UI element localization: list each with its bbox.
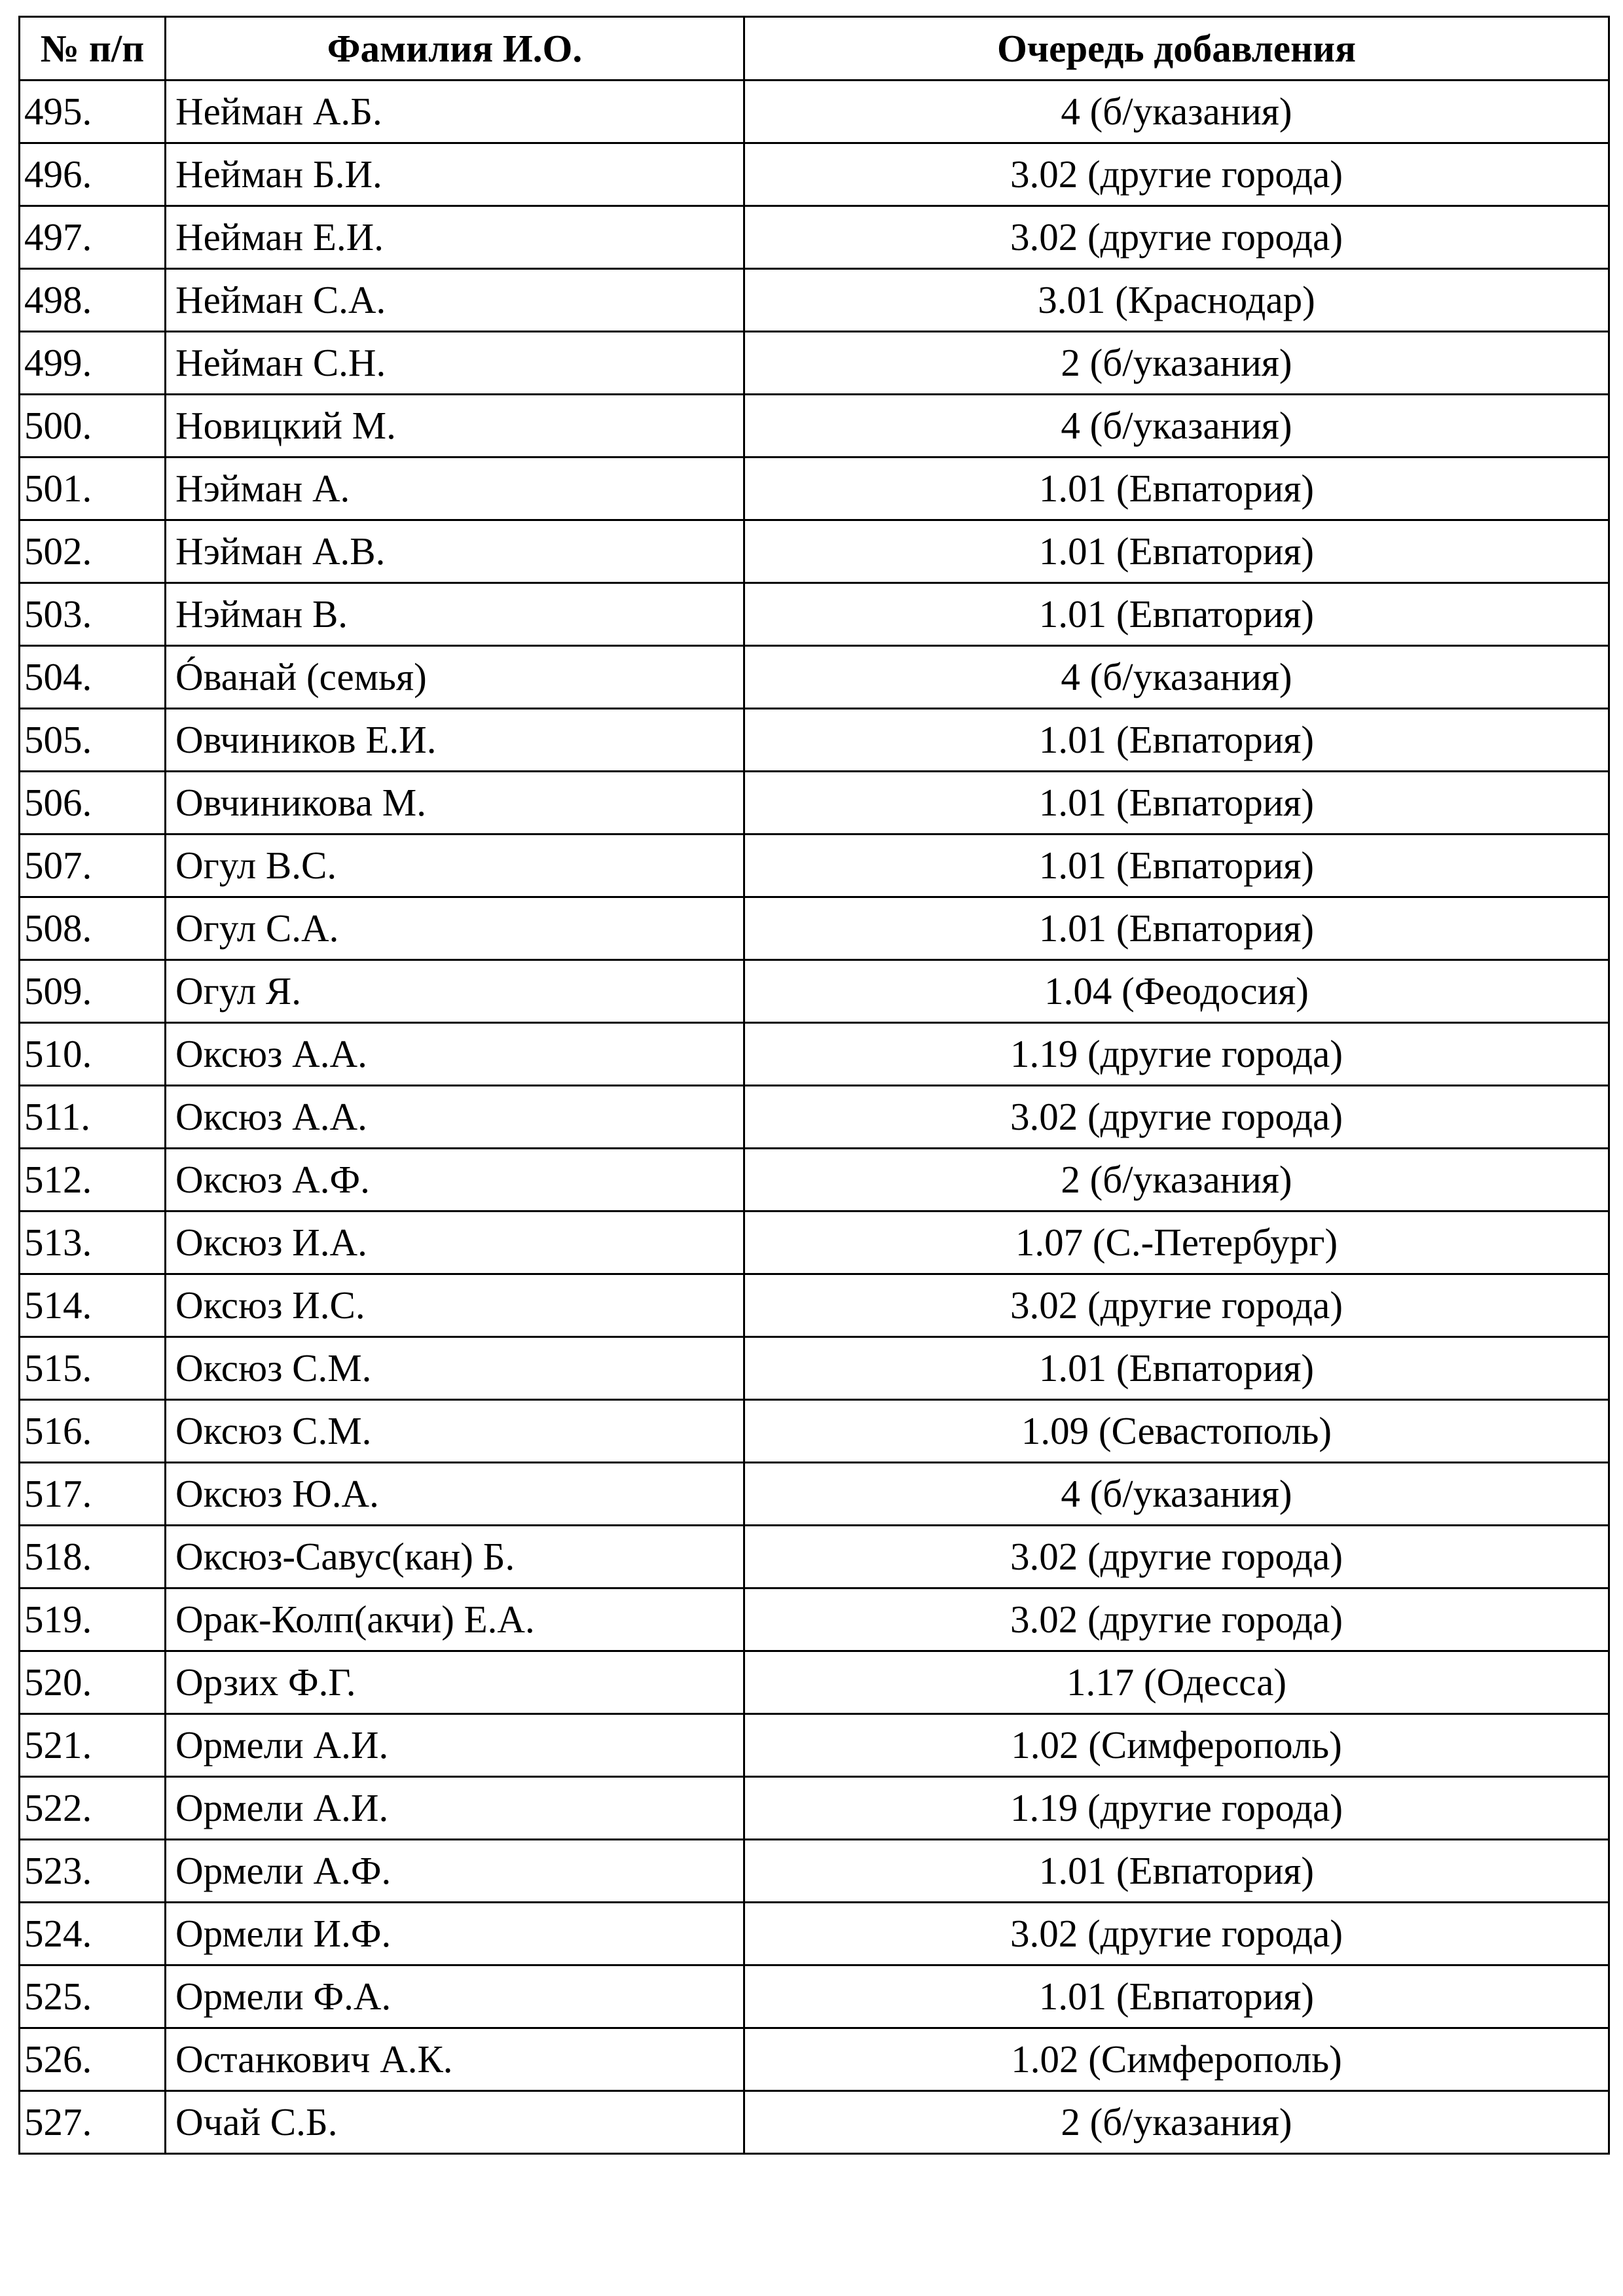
row-number-cell: 517.: [20, 1463, 166, 1526]
table-row: [20, 1965, 1609, 2028]
row-number-cell: 519.: [20, 1588, 166, 1651]
row-name-cell: Ормели А.И.: [166, 1714, 744, 1777]
table-row: [20, 646, 1609, 709]
table-row: [20, 143, 1609, 206]
row-number-cell: 507.: [20, 834, 166, 897]
row-queue-cell: 4 (б/указания): [744, 1463, 1609, 1526]
table-row: [20, 2091, 1609, 2154]
row-name-cell: Нэйман А.В.: [166, 520, 744, 583]
row-queue-cell: 1.17 (Одесса): [744, 1651, 1609, 1714]
row-number-cell: 523.: [20, 1840, 166, 1903]
row-queue-cell: 1.02 (Симферополь): [744, 1714, 1609, 1777]
table-row: [20, 81, 1609, 143]
header-name: Фамилия И.О.: [166, 17, 744, 81]
row-name-cell: Орак-Колп(акчи) Е.А.: [166, 1588, 744, 1651]
row-queue-cell: 1.01 (Евпатория): [744, 457, 1609, 520]
table-row: [20, 583, 1609, 646]
table-row: [20, 772, 1609, 834]
queue-table: [18, 16, 1610, 2155]
row-queue-cell: 4 (б/указания): [744, 646, 1609, 709]
row-name-cell: Останкович А.К.: [166, 2028, 744, 2091]
table-row: [20, 897, 1609, 960]
table-row: [20, 457, 1609, 520]
row-queue-cell: 2 (б/указания): [744, 1149, 1609, 1211]
row-name-cell: Оксюз А.Ф.: [166, 1149, 744, 1211]
table-row: [20, 1274, 1609, 1337]
row-queue-cell: 3.02 (другие города): [744, 1086, 1609, 1149]
row-queue-cell: 3.01 (Краснодар): [744, 269, 1609, 332]
table-row: [20, 709, 1609, 772]
table-row: [20, 332, 1609, 395]
row-name-cell: Ормели А.Ф.: [166, 1840, 744, 1903]
table-row: [20, 206, 1609, 269]
row-number-cell: 522.: [20, 1777, 166, 1840]
row-name-cell: Огул В.С.: [166, 834, 744, 897]
row-number-cell: 520.: [20, 1651, 166, 1714]
row-number-cell: 518.: [20, 1526, 166, 1588]
table-row: [20, 1086, 1609, 1149]
header-queue: Очередь добавления: [744, 17, 1609, 81]
row-name-cell: Нэйман В.: [166, 583, 744, 646]
table-row: [20, 1588, 1609, 1651]
row-number-cell: 521.: [20, 1714, 166, 1777]
row-number-cell: 497.: [20, 206, 166, 269]
table-row: [20, 1149, 1609, 1211]
row-name-cell: Ормели Ф.А.: [166, 1965, 744, 2028]
row-name-cell: Оксюз-Савус(кан) Б.: [166, 1526, 744, 1588]
row-name-cell: Оксюз Ю.А.: [166, 1463, 744, 1526]
row-queue-cell: 1.19 (другие города): [744, 1777, 1609, 1840]
row-number-cell: 516.: [20, 1400, 166, 1463]
table-row: [20, 1714, 1609, 1777]
row-queue-cell: 3.02 (другие города): [744, 1526, 1609, 1588]
table-row: [20, 1903, 1609, 1965]
row-name-cell: Новицкий М.: [166, 395, 744, 457]
row-queue-cell: 1.01 (Евпатория): [744, 1337, 1609, 1400]
row-number-cell: 495.: [20, 81, 166, 143]
row-number-cell: 526.: [20, 2028, 166, 2091]
table-row: [20, 834, 1609, 897]
row-queue-cell: 2 (б/указания): [744, 332, 1609, 395]
row-name-cell: Овчиников Е.И.: [166, 709, 744, 772]
row-queue-cell: 2 (б/указания): [744, 2091, 1609, 2154]
row-name-cell: Нейман А.Б.: [166, 81, 744, 143]
row-number-cell: 525.: [20, 1965, 166, 2028]
row-queue-cell: 3.02 (другие города): [744, 1274, 1609, 1337]
row-queue-cell: 3.02 (другие города): [744, 206, 1609, 269]
row-number-cell: 501.: [20, 457, 166, 520]
table-row: [20, 1651, 1609, 1714]
table-row: [20, 1777, 1609, 1840]
row-name-cell: Нейман Б.И.: [166, 143, 744, 206]
row-queue-cell: 1.01 (Евпатория): [744, 897, 1609, 960]
table-row: [20, 960, 1609, 1023]
document-page: [18, 16, 1608, 2155]
row-number-cell: 499.: [20, 332, 166, 395]
row-number-cell: 503.: [20, 583, 166, 646]
row-number-cell: 505.: [20, 709, 166, 772]
row-name-cell: Ормели И.Ф.: [166, 1903, 744, 1965]
row-number-cell: 515.: [20, 1337, 166, 1400]
row-name-cell: Оксюз А.А.: [166, 1086, 744, 1149]
row-queue-cell: 4 (б/указания): [744, 395, 1609, 457]
row-number-cell: 509.: [20, 960, 166, 1023]
row-queue-cell: 1.01 (Евпатория): [744, 772, 1609, 834]
row-name-cell: Нейман С.Н.: [166, 332, 744, 395]
row-name-cell: Орзих Ф.Г.: [166, 1651, 744, 1714]
row-number-cell: 512.: [20, 1149, 166, 1211]
table-row: [20, 2028, 1609, 2091]
row-name-cell: Очай С.Б.: [166, 2091, 744, 2154]
table-row: [20, 520, 1609, 583]
row-queue-cell: 3.02 (другие города): [744, 143, 1609, 206]
table-row: [20, 269, 1609, 332]
row-queue-cell: 1.01 (Евпатория): [744, 1840, 1609, 1903]
table-row: [20, 1337, 1609, 1400]
row-number-cell: 496.: [20, 143, 166, 206]
row-name-cell: Оксюз А.А.: [166, 1023, 744, 1086]
row-number-cell: 527.: [20, 2091, 166, 2154]
row-number-cell: 500.: [20, 395, 166, 457]
row-name-cell: Оксюз И.С.: [166, 1274, 744, 1337]
row-queue-cell: 1.07 (С.-Петербург): [744, 1211, 1609, 1274]
row-queue-cell: 1.01 (Евпатория): [744, 834, 1609, 897]
table-row: [20, 1400, 1609, 1463]
row-queue-cell: 1.09 (Севастополь): [744, 1400, 1609, 1463]
row-name-cell: Нейман С.А.: [166, 269, 744, 332]
row-number-cell: 513.: [20, 1211, 166, 1274]
row-name-cell: Оксюз С.М.: [166, 1400, 744, 1463]
row-number-cell: 502.: [20, 520, 166, 583]
row-number-cell: 510.: [20, 1023, 166, 1086]
table-row: [20, 1211, 1609, 1274]
row-queue-cell: 1.01 (Евпатория): [744, 583, 1609, 646]
row-number-cell: 508.: [20, 897, 166, 960]
table-row: [20, 1023, 1609, 1086]
table-row: [20, 1840, 1609, 1903]
row-name-cell: Оксюз И.А.: [166, 1211, 744, 1274]
table-header-row: [20, 17, 1609, 81]
row-name-cell: Оксюз С.М.: [166, 1337, 744, 1400]
row-name-cell: Нейман Е.И.: [166, 206, 744, 269]
table-row: [20, 1526, 1609, 1588]
row-queue-cell: 4 (б/указания): [744, 81, 1609, 143]
row-name-cell: Огул Я.: [166, 960, 744, 1023]
row-name-cell: Огул С.А.: [166, 897, 744, 960]
table-row: [20, 1463, 1609, 1526]
row-number-cell: 511.: [20, 1086, 166, 1149]
row-name-cell: Овчиникова М.: [166, 772, 744, 834]
row-queue-cell: 3.02 (другие города): [744, 1903, 1609, 1965]
row-number-cell: 524.: [20, 1903, 166, 1965]
row-number-cell: 498.: [20, 269, 166, 332]
row-number-cell: 514.: [20, 1274, 166, 1337]
row-queue-cell: 3.02 (другие города): [744, 1588, 1609, 1651]
row-queue-cell: 1.04 (Феодосия): [744, 960, 1609, 1023]
row-queue-cell: 1.01 (Евпатория): [744, 709, 1609, 772]
row-queue-cell: 1.01 (Евпатория): [744, 1965, 1609, 2028]
row-queue-cell: 1.19 (другие города): [744, 1023, 1609, 1086]
row-queue-cell: 1.02 (Симферополь): [744, 2028, 1609, 2091]
row-name-cell: Óванай (семья): [166, 646, 744, 709]
row-name-cell: Нэйман А.: [166, 457, 744, 520]
table-body: [20, 81, 1609, 2154]
row-number-cell: 504.: [20, 646, 166, 709]
row-name-cell: Ормели А.И.: [166, 1777, 744, 1840]
header-number: № п/п: [20, 17, 166, 81]
row-queue-cell: 1.01 (Евпатория): [744, 520, 1609, 583]
row-number-cell: 506.: [20, 772, 166, 834]
table-row: [20, 395, 1609, 457]
